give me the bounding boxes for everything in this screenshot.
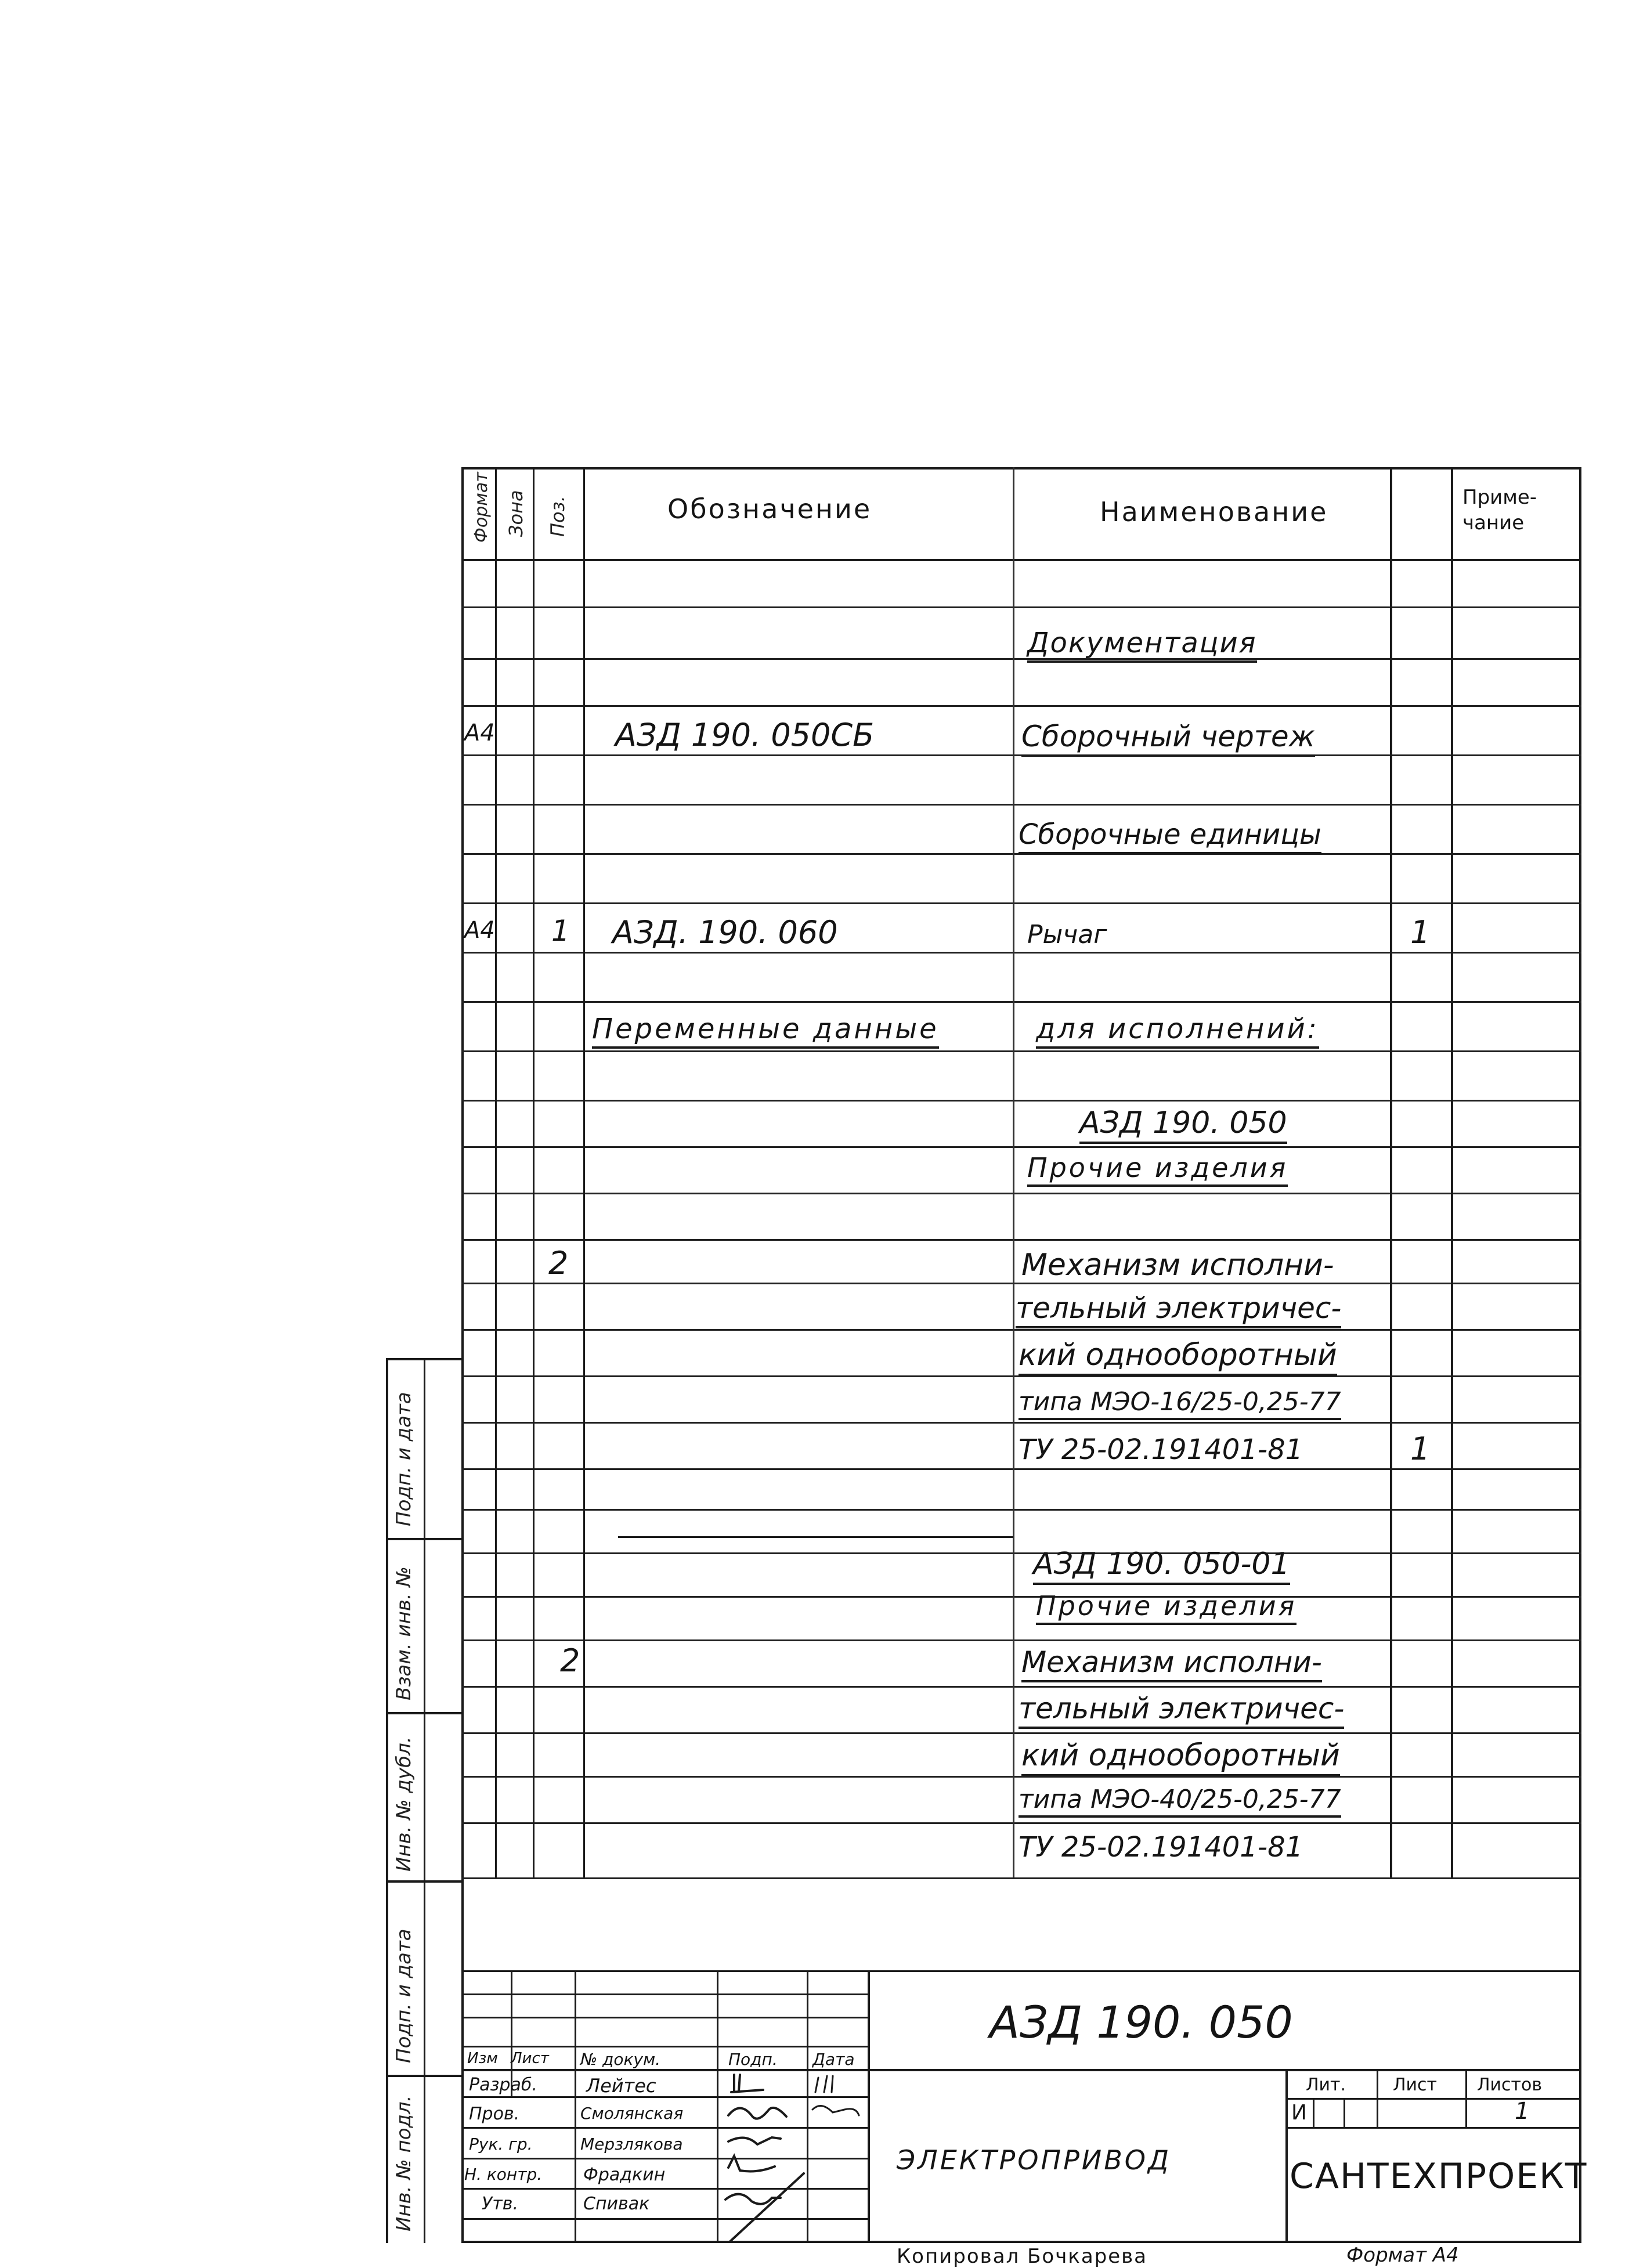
signature-2 bbox=[728, 2108, 786, 2119]
row-16-name: тельный электричес- bbox=[1016, 1291, 1341, 1328]
row-8-format: А4 bbox=[464, 917, 495, 944]
row-13-name: Прочие изделия bbox=[1027, 1152, 1288, 1187]
row-8-pos: 1 bbox=[551, 914, 570, 948]
stamp-name-3: Мерзлякова bbox=[580, 2135, 683, 2154]
row-17-name: кий однооборотный bbox=[1019, 1338, 1337, 1376]
row-8-qty: 1 bbox=[1410, 914, 1431, 951]
row-4-format: А4 bbox=[464, 720, 495, 746]
row-4-designation: АЗД 190. 050СБ bbox=[615, 717, 875, 753]
stamp-doc-title: ЭЛЕКТРОПРИВОД bbox=[897, 2144, 1171, 2176]
row-23-name: Механизм исполни- bbox=[1021, 1645, 1322, 1682]
header-format: Формат bbox=[471, 472, 492, 543]
row-21-name: АЗД 190. 050-01 bbox=[1033, 1547, 1290, 1585]
signatures-svg bbox=[717, 2069, 873, 2243]
header-name: Наименование bbox=[1100, 496, 1328, 528]
row-4-name: Сборочный чертеж bbox=[1021, 720, 1315, 757]
signature-1 bbox=[731, 2075, 763, 2092]
row-22-name: Прочие изделия bbox=[1036, 1590, 1296, 1625]
header-zone: Зона bbox=[505, 490, 527, 537]
row-10-name: для исполнений: bbox=[1036, 1013, 1319, 1049]
stamp-lit-value: И bbox=[1291, 2101, 1307, 2125]
stamp-role-1: Разраб. bbox=[469, 2075, 537, 2095]
stamp-org: САНТЕХПРОЕКТ bbox=[1290, 2156, 1588, 2197]
stamp-sheets-value: 1 bbox=[1515, 2098, 1530, 2125]
row-18-name: типа МЭО-16/25-0,25-77 bbox=[1019, 1387, 1341, 1420]
side-inv-dubl: Инв. № дубл. bbox=[392, 1736, 416, 1872]
signature-4 bbox=[728, 2156, 775, 2171]
stamp-role-4: Н. контр. bbox=[464, 2165, 543, 2184]
header-designation: Обозначение bbox=[667, 493, 872, 525]
stamp-hdr-date: Дата bbox=[812, 2050, 855, 2069]
stamp-hdr-izm: Изм bbox=[467, 2050, 498, 2067]
stamp-hdr-doc: № докум. bbox=[580, 2050, 661, 2069]
stamp-sheets-label: Листов bbox=[1477, 2075, 1543, 2095]
stamp-role-3: Рук. гр. bbox=[469, 2135, 533, 2154]
stamp-hdr-sign: Подп. bbox=[728, 2050, 778, 2069]
header-note: Приме- чание bbox=[1462, 486, 1537, 535]
header-divider bbox=[461, 559, 1581, 561]
designation-separator bbox=[618, 1536, 1013, 1538]
row-23-pos: 2 bbox=[560, 1642, 580, 1679]
row-24-name: тельный электричес- bbox=[1019, 1692, 1344, 1729]
row-25-name: кий однооборотный bbox=[1021, 1738, 1340, 1776]
signature-5 bbox=[725, 2173, 804, 2243]
stamp-doc-code: АЗД 190. 050 bbox=[989, 1996, 1293, 2048]
stamp-name-1: Лейтес bbox=[586, 2075, 656, 2097]
row-26-name: типа МЭО-40/25-0,25-77 bbox=[1019, 1785, 1341, 1818]
footer-copied: Копировал Бочкарева bbox=[897, 2245, 1148, 2268]
row-10-designation: Переменные данные bbox=[592, 1013, 939, 1049]
stamp-name-2: Смолянская bbox=[580, 2104, 684, 2123]
signature-3 bbox=[728, 2137, 781, 2144]
header-pos: Поз. bbox=[547, 496, 569, 537]
stamp-role-5: Утв. bbox=[482, 2194, 518, 2214]
row-19-name: ТУ 25-02.191401-81 bbox=[1019, 1433, 1303, 1466]
row-6-name: Сборочные единицы bbox=[1019, 818, 1321, 854]
stamp-name-4: Фрадкин bbox=[583, 2165, 666, 2185]
row-19-qty: 1 bbox=[1410, 1431, 1431, 1467]
stamp-role-2: Пров. bbox=[469, 2104, 520, 2124]
row-15-pos: 2 bbox=[548, 1245, 569, 1281]
date-mark-2 bbox=[812, 2106, 859, 2115]
row-8-designation: АЗД. 190. 060 bbox=[612, 914, 838, 951]
side-podp-data-2: Подп. и дата bbox=[392, 1928, 416, 2063]
row-12-name: АЗД 190. 050 bbox=[1079, 1106, 1287, 1144]
stamp-hdr-list: Лист bbox=[511, 2050, 549, 2067]
side-inv-podl: Инв. № подл. bbox=[392, 2095, 416, 2231]
footer-format: Формат А4 bbox=[1346, 2244, 1459, 2267]
stamp-name-5: Спивак bbox=[583, 2194, 650, 2214]
row-15-name: Механизм исполни- bbox=[1021, 1248, 1334, 1283]
row-documentation-name: Документация bbox=[1027, 627, 1257, 663]
stamp-sheet-label: Лист bbox=[1393, 2075, 1438, 2095]
row-8-name: Рычаг bbox=[1027, 920, 1107, 949]
side-podp-data-1: Подп. и дата bbox=[392, 1392, 416, 1526]
date-mark-1 bbox=[815, 2076, 833, 2092]
side-vzam-inv: Взам. инв. № bbox=[392, 1566, 416, 1700]
row-27-name: ТУ 25-02.191401-81 bbox=[1019, 1831, 1303, 1863]
stamp-lit-label: Лит. bbox=[1306, 2075, 1346, 2095]
